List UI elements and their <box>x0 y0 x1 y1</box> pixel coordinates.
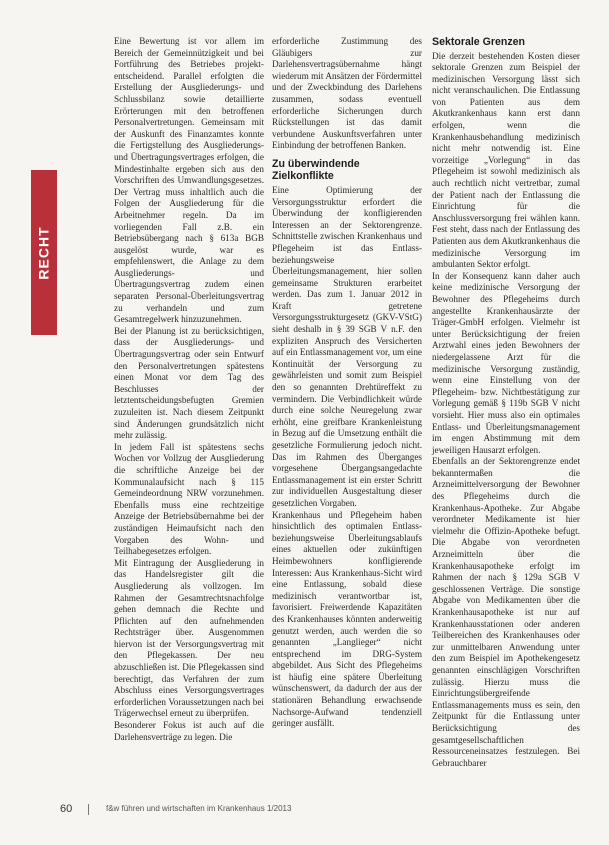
paragraph: erforderliche Zustimmung des Gläubigers zur Darlehensvertragsübernahme hängt wiederum mit Ansätzen der Fördermittel und der Zweckbindung des Darlehens zusammen, sodass eventuell erforderliche Sicherungen durch Rückstellungen ist das damit verbundene Auskunftsverfahren unter Einbindung der betroffenen Banken. <box>272 36 422 151</box>
paragraph: Bei der Planung ist zu berücksichtigen, dass der Ausgliederungs- und Übertragungsvertrag oder sein Entwurf den Personalvertretungen spätestens einen Monat vor dem Tag des Beschlusses der letztentscheidungsbefugten Gremien zuzuleiten ist. Nach diesem Zeitpunkt sind Änderungen grundsätzlich nicht mehr zulässig. <box>114 325 264 441</box>
paragraph: Besonderer Fokus ist auch auf die Darlehensverträge zu legen. Die <box>114 720 264 742</box>
paragraph: Mit Eintragung der Ausgliederung in das Handelsregister gilt die Ausgliederung als vollzogen. Im Rahmen der Gesamtrechtsnachfolge gehen demnach die Rechte und Pflichten auf den aufnehmenden Rechtsträger über. Ausgenommen hiervon ist der Versorgungsvertrag mit den Pflegekassen. Der neu abzuschließen ist. Die Pflegekassen sind berechtigt, das Verfahren der zum Abschluss eines Versorgungsvertrages erforderlichen Voraussetzungen nach bei Trägerwechsel erneut zu überprüfen. <box>114 557 264 719</box>
section-heading: Sektorale Grenzen <box>432 36 526 48</box>
paragraph: In der Konsequenz kann daher auch keine medizinische Versorgung der Bewohner des Pflegeheims durch angestellte Krankenhausärzte der Träger-GmbH erfolgen. Vielmehr ist unter Berücksichtigung der freien Arztwahl eines jeden Bewohners der niedergelassene Arzt für die medizinische Versorgung zuständig, wenn eine Einstellung von der Pflegeheim- bzw. Nichtbestätigung zur Vorlegung gemäß § 119b SGB V nicht vorsieht. Hier muss also ein optimales Entlass- und Überleitungsmanagement im engen Abstimmung mit dem jeweiligen Hausarzt erfolgen. <box>432 270 580 455</box>
section-tab-label: RECHT <box>36 225 53 280</box>
paragraph: Ebenfalls an der Sektorengrenze endet bekanntermaßen die Arzneimittelversorgung der Bewohner des Pflegeheims durch die Krankenhaus-Apotheke. Zur Abgabe verordneter Medikamente ist hier vielmehr die Offizin-Apotheke befugt. Die Abgabe von verordneten Arzneimitteln über die Krankenhausapotheke erfolgt im Rahmen der nach § 129a SGB V geschlossenen Verträge. Die sonstige Abgabe von Medikamenten über die Krankenhausapotheke ist nur auf Krankenhausstationen oder anderen Teilbereichen des Krankenhauses oder zur unmittelbaren Anwendung unter den zum Beispiel im Apothekengesetz genannten einschlägigen Vorschriften zulässig. Hierzu muss die Einrichtungsübergreifende Entlassmanagements muss es sein, den Zeitpunkt für die Entlassung unter Berücksichtigung des gesamtgesellschaftlichen Ressourceneinsatzes festzulegen. Bei Gebrauchbarer <box>432 456 580 768</box>
page-number: 60 <box>60 803 73 815</box>
text-column-2 <box>272 36 422 730</box>
paragraph: Krankenhaus und Pflegeheim haben hinsichtlich des optimalen Entlass- beziehungsweise Überleitungsablaufs eines aktuellen oder zukünftigen Heimbewohners konfligierende Interessen: Aus Krankenhaus-Sicht wird eine Entlassung, sobald diese medizinisch verantwortbar ist, favorisiert. Freiwerdende Kapazitäten des Krankenhauses könnten anderweitig genutzt werden, auch werden die so genannten „Langlieger“ nicht entsprechend im DRG-System abgebildet. Aus Sicht des Pflegeheims ist häufig eine spätere Überleitung wünschenswert, da dadurch der aus der stationären Behandlung erwachsende Nachsorge-Aufwand tendenziell geringer ausfällt. <box>272 509 422 729</box>
text-column-3 <box>432 36 580 769</box>
paragraph: Eine Bewertung ist vor allem im Bereich der Gemeinnützigkeit und bei Fortführung des Betriebes projekt-entscheidend. Parallel erfolgten die Erstellung der Ausgliederungs- und Schlussbilanz sowie detaillierte Erörterungen mit den betroffenen Personalvertretungen. Gemeinsam mit der Auskunft des Finanzamtes konnte die Fertigstellung des Ausgliederungs- und Übertragungsvertrages erfolgen, die Mindestinhalte ergeben sich aus den Vorschriften des Umwandlungsgesetzes. Der Vertrag muss inhaltlich auch die Folgen der Ausgliederung für die Arbeitnehmer regeln. Da im vorliegenden Fall z.B. ein Betriebsübergang nach § 613a BGB ausgelöst wurde, war es empfehlenswert, die Anlage zu dem Ausgliederungs- und Übertragungsvertrag zudem einen separaten Personal-Überleitungsvertrag zu verhandeln und zum Gesamtregelwerk hinzuzunehmen. <box>114 36 264 325</box>
paragraph: Eine Optimierung der Versorgungsstruktur erfordert die Überwindung der konfligierenden Interessen an der Sektorengrenze. Schnittstelle zwischen Krankenhaus und Pflegeheim ist das Entlass- beziehungsweise Überleitungsmanagement, hier sollen gemeinsame Strukturen erarbeitet werden. Das zum 1. Januar 2012 in Kraft getretene Versorgungsstrukturgesetz (GKV-VStG) sieht deshalb in § 39 SGB V n.F. den expliziten Anspruch des Versicherten auf ein Entlassmanagement vor, um eine Kontinuität der Versorgung zu gewährleisten und somit zum Beispiel den so genannten Drehtüreffekt zu vermindern. Die Verbindlichkeit würde durch eine solche Neuregelung zwar erhöht, eine greifbare Krankenleistung in Bezug auf die Umsetzung enthält die gesetzliche Formulierung jedoch nicht. Das im Rahmen des Überganges vorgesehene Übergangsangedachte Entlassmanagement ist ein erster Schritt zur individuellen Ausgestaltung dieser gesetzlichen Vorgaben. <box>272 184 422 508</box>
footer-separator <box>88 804 89 815</box>
paragraph: In jedem Fall ist spätestens sechs Wochen vor Vollzug der Ausgliederung die schriftliche Anzeige bei der Kommunalaufsicht nach § 115 Gemeindeordnung NRW vorzunehmen. Ebenfalls muss eine rechtzeitige Anzeige der Betriebsübernahme bei der zuständigen Heimaufsicht nach den Vorgaben des Wohn- und Teilhabegesetzes erfolgen. <box>114 441 264 557</box>
section-tab-label-wrap <box>31 170 57 335</box>
paragraph: Die derzeit bestehenden Kosten dieser sektorale Grenzen zum Beispiel der medizinischen Versorgung lässt sich nicht veranschaulichen. Die Entlassung von Patienten aus dem Akutkrankenhaus kann erst dann erfolgen, wenn die Krankenhausbehandlung medizinisch nicht mehr notwendig ist. Eine vorzeitige „Vorlegung“ in das Pflegeheim ist sowohl medizinisch als auch rechtlich nicht vertretbar, zumal der Patient nach der Entlassung die Einrichtung für die Anschlussversorgung frei wählen kann. Fest steht, dass nach der Entlassung des Patienten aus dem Akutkrankenhaus die medizinische Versorgung im ambulanten Sektor erfolgt. <box>432 50 580 270</box>
page-footer <box>60 803 580 817</box>
publication-title: f&w führen und wirtschaften im Krankenhaus 1/2013 <box>106 804 292 813</box>
text-column-1 <box>114 36 264 743</box>
section-heading: Zu überwindende Zielkonflikte <box>272 157 360 183</box>
